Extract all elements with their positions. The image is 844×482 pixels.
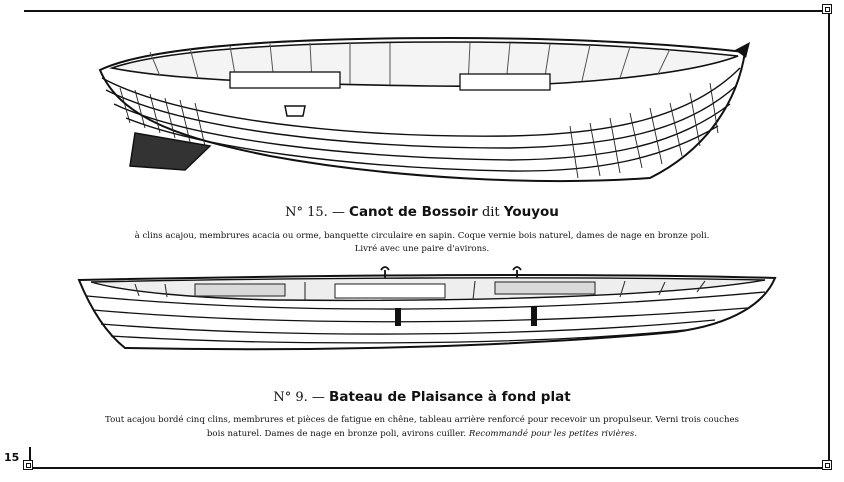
bateau-plaisance-description-line-2 [0, 428, 844, 441]
canot-youyou-description-line-1: à clins acajou, membrures acacia ou orme, banquette circulaire en sapin. Coque vernie bois naturel, dames de nage en bronze poli. [134, 231, 710, 241]
youyou-boat-illustration [90, 28, 760, 203]
bateau-plaisance-title [0, 389, 844, 405]
corner-ornament-top-right [822, 4, 832, 14]
item-name: Bateau de Plaisance à fond plat [329, 389, 571, 405]
flat-bottom-boat-illustration [75, 262, 780, 362]
corner-ornament-bottom-right [822, 460, 832, 470]
item-name: Canot de Bossoir [349, 204, 478, 220]
description-plain-text: bois naturel. Dames de nage en bronze poli, avirons cuiller. [206, 429, 467, 439]
item-number: N° 9. [273, 390, 308, 405]
frame-top [24, 10, 826, 12]
page-number: 15 [4, 451, 20, 464]
frame-bottom [24, 467, 826, 469]
item-name-youyou: Youyou [503, 204, 559, 220]
title-dash: — [311, 390, 325, 405]
canot-youyou-title [0, 204, 844, 220]
title-dash: — [331, 205, 345, 220]
item-number: N° 15. [285, 205, 328, 220]
canot-youyou-description-line-2: Livré avec une paire d'avirons. [354, 244, 490, 254]
bateau-plaisance-description-line-1: Tout acajou bordé cinq clins, membrures et pièces de fatigue en chêne, tableau arrière renforcé pour recevoir un propulseur. Verni trois couches [105, 415, 739, 425]
corner-ornament-bottom-left [23, 460, 33, 470]
description-recommendation: Recommandé pour les petites rivières. [468, 429, 638, 439]
item-name-dit: dit [481, 205, 500, 220]
